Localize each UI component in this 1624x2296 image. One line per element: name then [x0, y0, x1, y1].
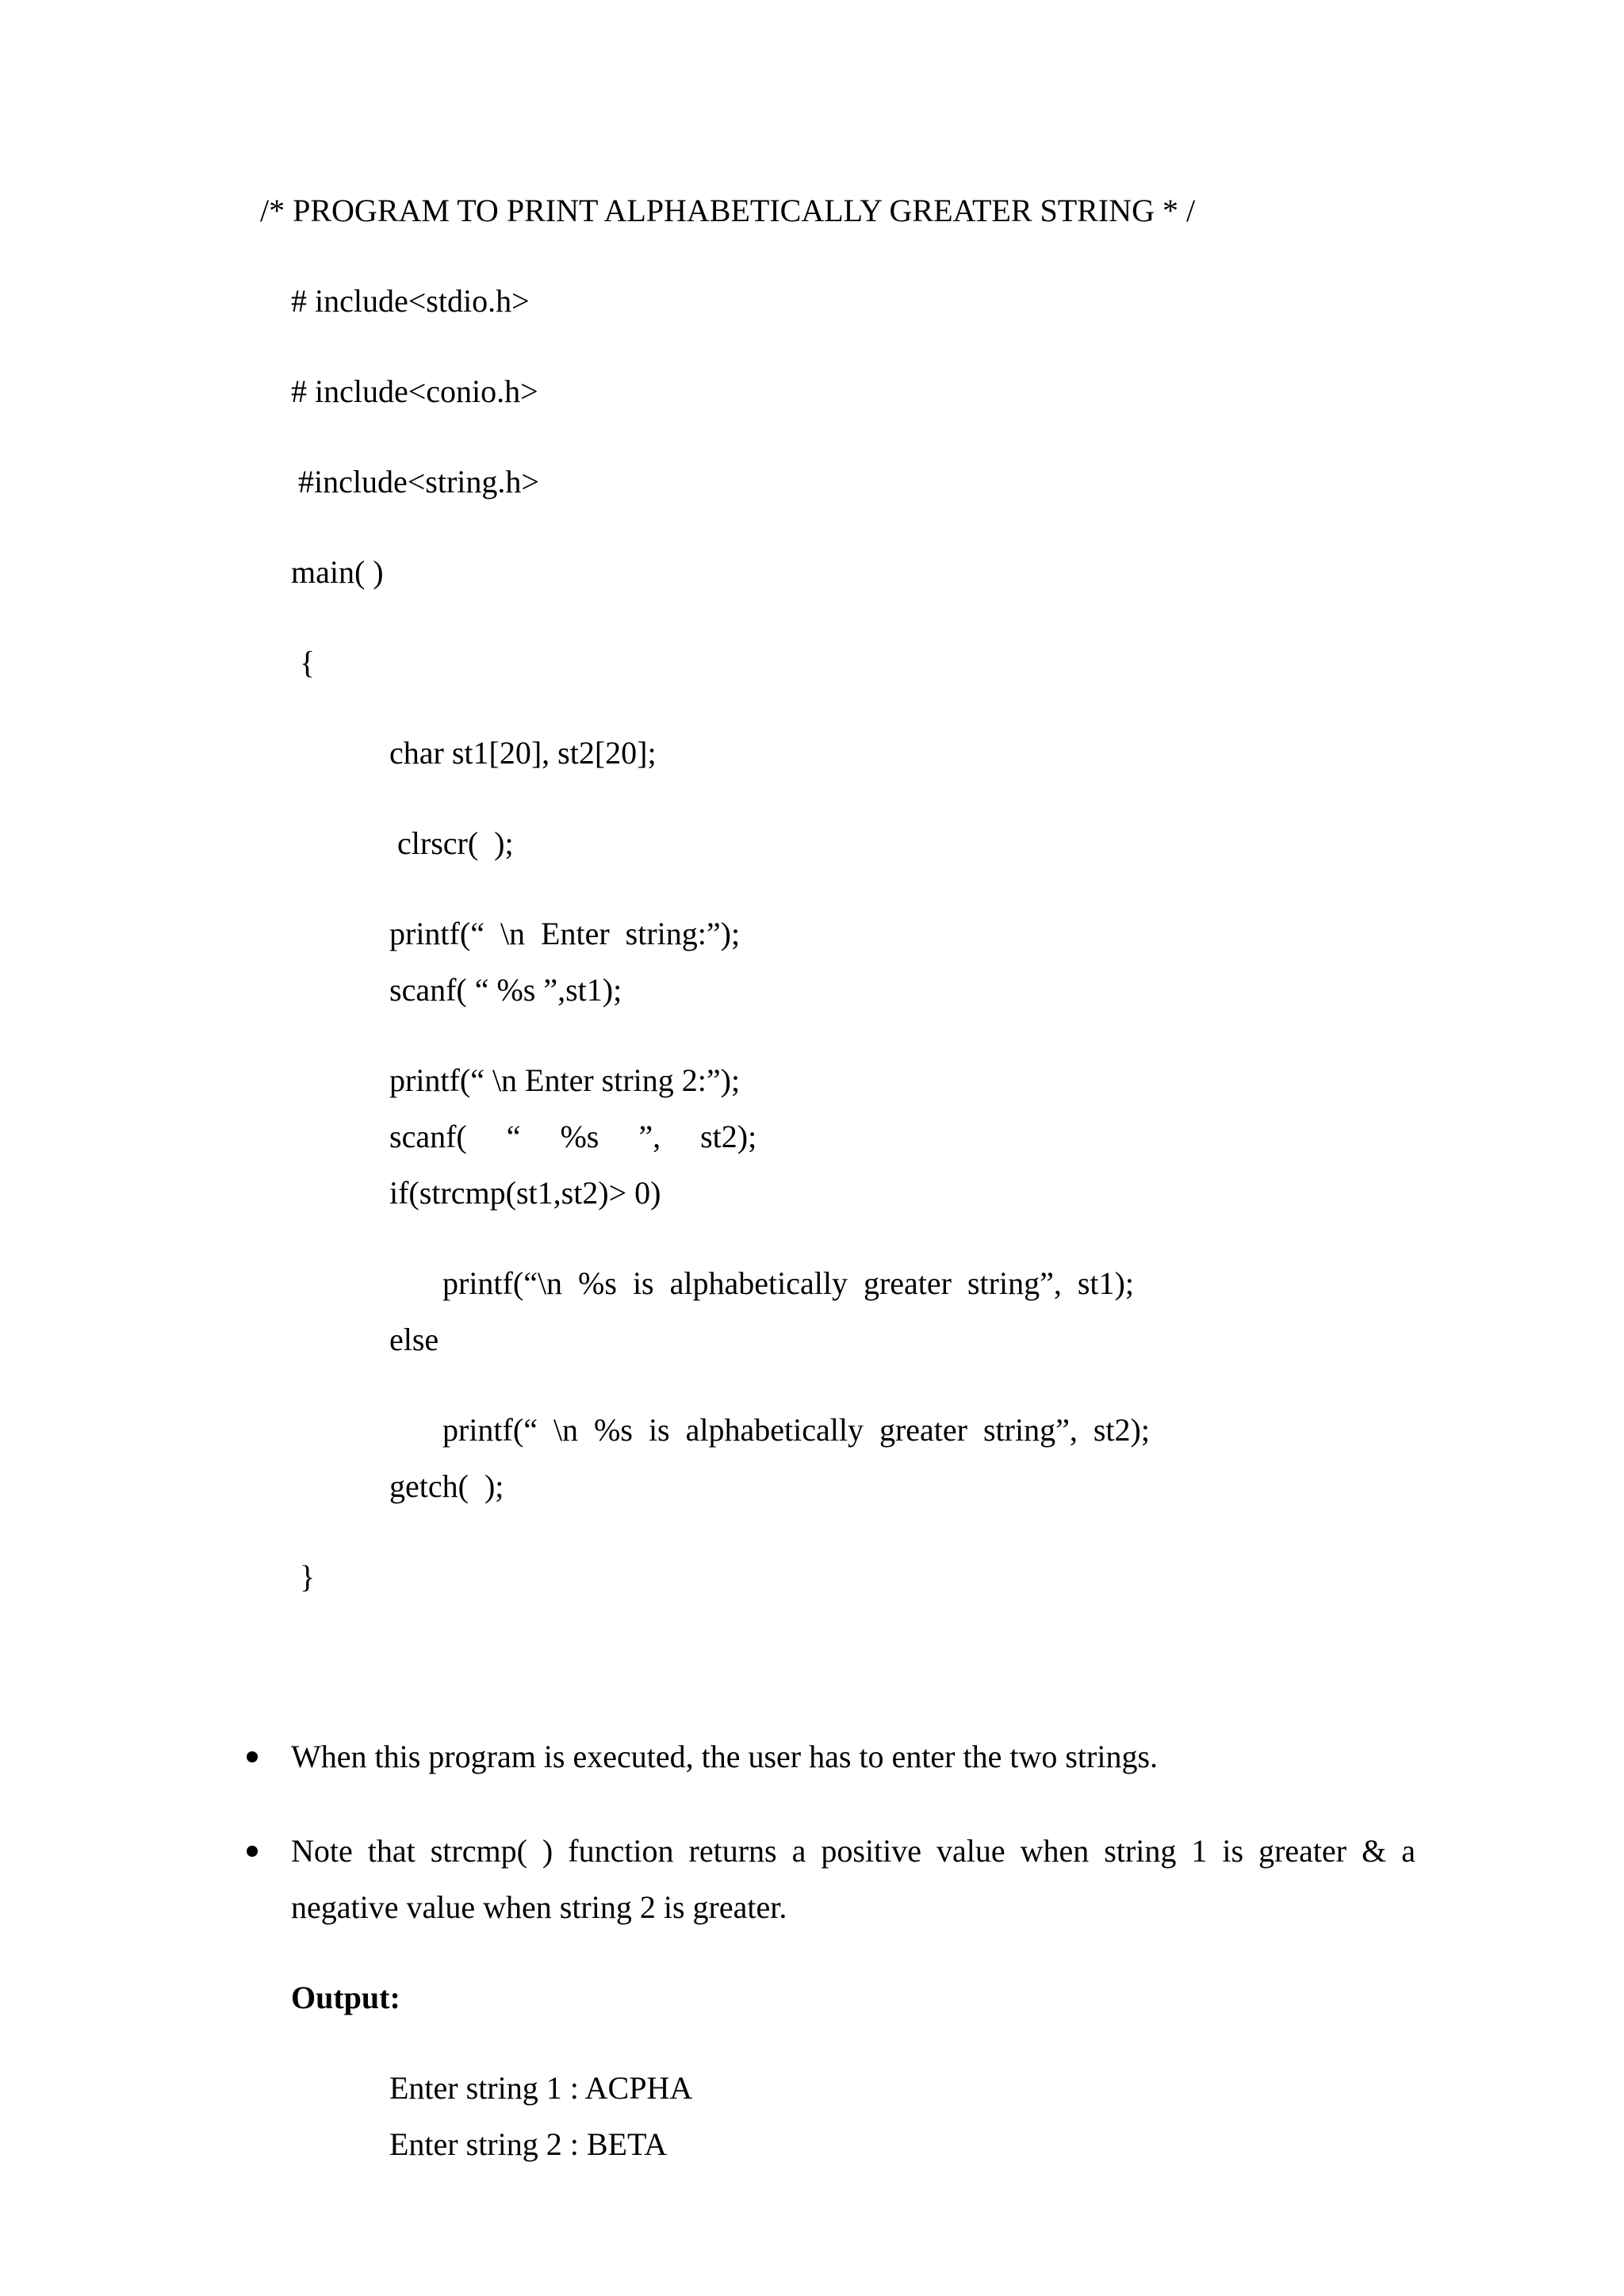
- code-close-brace: }: [300, 1559, 316, 1594]
- bullet-point-icon: [247, 1751, 258, 1762]
- output-heading: Output:: [291, 1980, 400, 2015]
- code-open-brace: {: [300, 645, 316, 680]
- bullet-point-icon: [247, 1846, 258, 1857]
- bullet-item-strcmp-note: Note that strcmp( ) function returns a positive value when string 1 is greater & a: [291, 1833, 1415, 1869]
- code-printf-enter-string-2: printf(“ \n Enter string 2:”);: [389, 1062, 741, 1098]
- code-getch: getch( );: [389, 1468, 504, 1504]
- code-printf-st1-greater: printf(“\n %s is alphabetically greater string”, st1);: [442, 1265, 1134, 1301]
- code-printf-enter-string: printf(“ \n Enter string:”);: [389, 916, 741, 951]
- code-include-stdio: # include<stdio.h>: [291, 283, 530, 319]
- code-char-declaration: char st1[20], st2[20];: [389, 735, 657, 771]
- code-clrscr: clrscr( );: [397, 825, 514, 861]
- code-if-strcmp: if(strcmp(st1,st2)> 0): [389, 1175, 661, 1211]
- code-main-declaration: main( ): [291, 554, 384, 590]
- output-line-string-2: Enter string 2 : BETA: [389, 2126, 668, 2162]
- bullet-item-strcmp-note-continued: negative value when string 2 is greater.: [291, 1889, 787, 1925]
- code-else: else: [389, 1322, 439, 1357]
- code-scanf-st2: scanf( “ %s ”, st2);: [389, 1119, 757, 1154]
- code-printf-st2-greater: printf(“ \n %s is alphabetically greater string”, st2);: [442, 1412, 1150, 1448]
- code-scanf-st1: scanf( “ %s ”,st1);: [389, 972, 622, 1008]
- bullet-item-execution: When this program is executed, the user has to enter the two strings.: [291, 1739, 1159, 1774]
- code-include-string: #include<string.h>: [298, 464, 539, 499]
- program-title-comment: /* PROGRAM TO PRINT ALPHABETICALLY GREATER STRING * /: [260, 193, 1196, 228]
- output-line-string-1: Enter string 1 : ACPHA: [389, 2070, 693, 2106]
- code-include-conio: # include<conio.h>: [291, 373, 538, 409]
